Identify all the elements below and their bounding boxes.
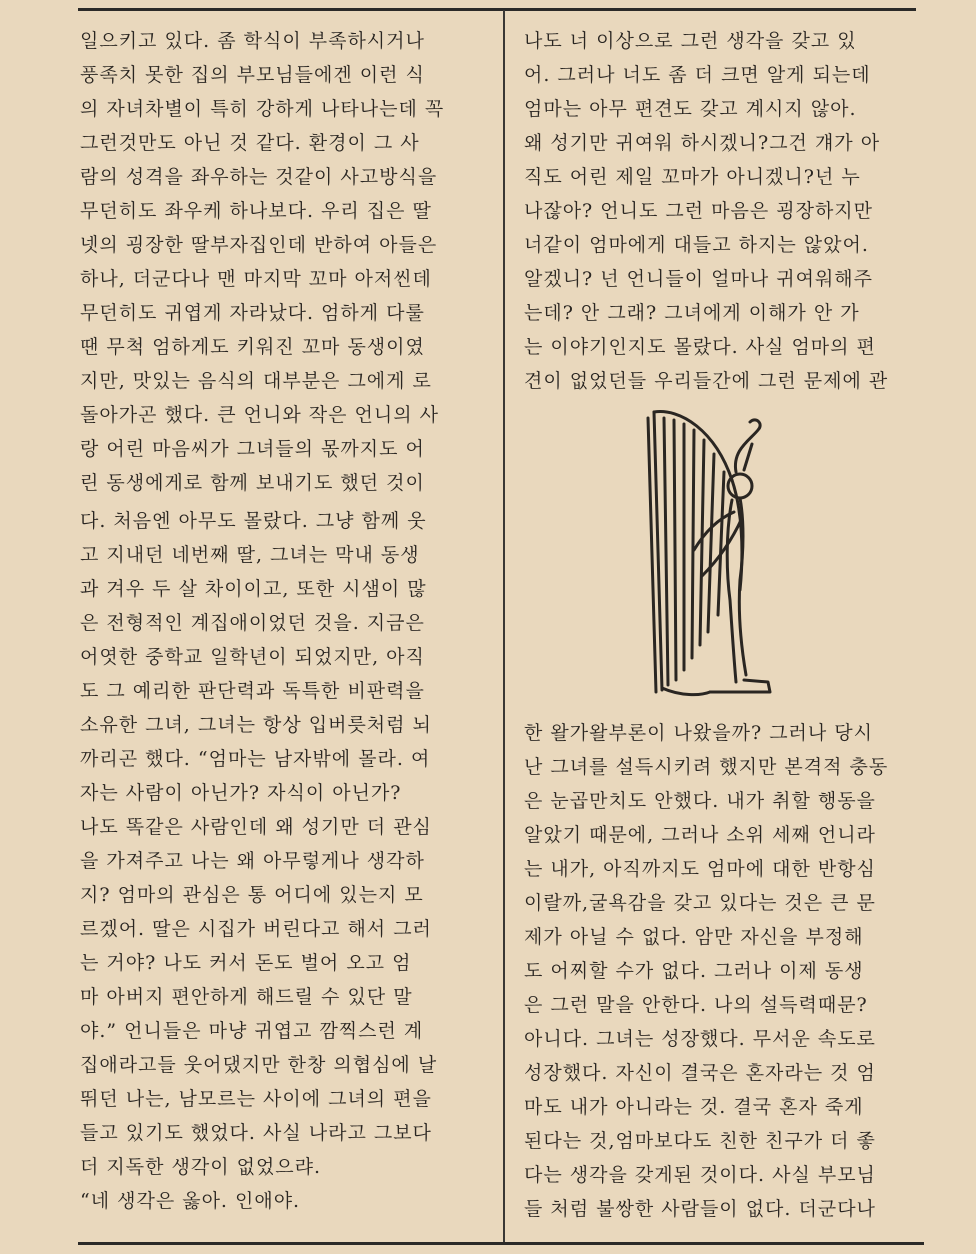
text-line: 더 지독한 생각이 없었으랴. xyxy=(80,1156,322,1178)
text-line: 들 처럼 불쌍한 사람들이 없다. 더군다나 xyxy=(524,1198,876,1220)
text-line: 린 동생에게로 함께 보내기도 했던 것이 xyxy=(80,472,425,494)
text-line: 은 전형적인 계집애이었던 것을. 지금은 xyxy=(80,612,425,634)
text-line: 야.” 언니들은 마냥 귀엽고 깜찍스런 계 xyxy=(80,1020,424,1042)
text-line: 나잖아? 언니도 그런 마음은 굉장하지만 xyxy=(524,200,874,222)
column-divider xyxy=(503,10,505,1244)
text-line: 돌아가곤 했다. 큰 언니와 작은 언니의 사 xyxy=(80,404,439,426)
harpist-illustration xyxy=(640,400,780,705)
text-line: 다는 생각을 갖게된 것이다. 사실 부모님 xyxy=(524,1164,876,1186)
text-line: 뛰던 나는, 남모르는 사이에 그녀의 편을 xyxy=(80,1088,432,1110)
text-line: 집애라고들 웃어댔지만 한창 의협심에 날 xyxy=(80,1054,438,1076)
text-line: 땐 무척 엄하게도 키워진 꼬마 동생이였 xyxy=(80,336,425,358)
text-line: 의 자녀차별이 특히 강하게 나타나는데 꼭 xyxy=(80,98,445,120)
text-line: 엄마는 아무 편견도 갖고 계시지 않아. xyxy=(524,98,857,120)
text-line: 하나, 더군다나 맨 마지막 꼬마 아저씬데 xyxy=(80,268,432,290)
left-text-column xyxy=(80,24,480,1218)
text-line: 까리곤 했다. “엄마는 남자밖에 몰라. 여 xyxy=(80,748,431,770)
right-text-column-bottom xyxy=(524,716,924,1226)
text-line: 고 지내던 네번째 딸, 그녀는 막내 동생 xyxy=(80,544,420,566)
text-line: 그런것만도 아닌 것 같다. 환경이 그 사 xyxy=(80,132,420,154)
text-line: 넷의 굉장한 딸부자집인데 반하여 아들은 xyxy=(80,234,438,256)
text-line: 은 그런 말을 안한다. 나의 설득력때문? xyxy=(524,994,868,1016)
text-line: 알겠니? 넌 언니들이 얼마나 귀여워해주 xyxy=(524,268,874,290)
text-line: 나도 똑같은 사람인데 왜 성기만 더 관심 xyxy=(80,816,432,838)
text-line: “네 생각은 옳아. 인애야. xyxy=(80,1190,301,1212)
text-line: 무던히도 귀엽게 자라났다. 엄하게 다룰 xyxy=(80,302,425,324)
text-line: 랑 어린 마음씨가 그녀들의 몫까지도 어 xyxy=(80,438,425,460)
text-line: 나도 너 이상으로 그런 생각을 갖고 있 xyxy=(524,30,857,52)
harpist-icon xyxy=(640,400,780,705)
text-line: 소유한 그녀, 그녀는 항상 입버릇처럼 뇌 xyxy=(80,714,432,736)
text-line: 은 눈곱만치도 안했다. 내가 취할 행동을 xyxy=(524,790,876,812)
text-line: 무던히도 좌우케 하나보다. 우리 집은 딸 xyxy=(80,200,432,222)
text-line: 지만, 맛있는 음식의 대부분은 그에게 로 xyxy=(80,370,432,392)
text-line: 는 내가, 아직까지도 엄마에 대한 반항심 xyxy=(524,858,876,880)
text-line: 난 그녀를 설득시키려 했지만 본격적 충동 xyxy=(524,756,889,778)
text-line: 도 어찌할 수가 없다. 그러나 이제 동생 xyxy=(524,960,864,982)
text-line: 일으키고 있다. 좀 학식이 부족하시거나 xyxy=(80,30,425,52)
text-line: 직도 어린 제일 꼬마가 아니겠니?넌 누 xyxy=(524,166,861,188)
text-line: 한 왈가왈부론이 나왔을까? 그러나 당시 xyxy=(524,722,874,744)
text-line: 는데? 안 그래? 그녀에게 이해가 안 가 xyxy=(524,302,860,324)
text-line: 들고 있기도 했었다. 사실 나라고 그보다 xyxy=(80,1122,432,1144)
text-line: 성장했다. 자신이 결국은 혼자라는 것 엄 xyxy=(524,1062,876,1084)
text-line: 아니다. 그녀는 성장했다. 무서운 속도로 xyxy=(524,1028,876,1050)
top-rule xyxy=(78,8,916,11)
text-line: 풍족치 못한 집의 부모님들에겐 이런 식 xyxy=(80,64,425,86)
text-line: 된다는 것,엄마보다도 친한 친구가 더 좋 xyxy=(524,1130,876,1152)
text-line: 는 거야? 나도 커서 돈도 벌어 오고 엄 xyxy=(80,952,412,974)
right-text-column-top xyxy=(524,24,924,398)
text-line: 알았기 때문에, 그러나 소위 세째 언니라 xyxy=(524,824,876,846)
text-line: 을 가져주고 나는 왜 아무렇게나 생각하 xyxy=(80,850,425,872)
text-line: 과 겨우 두 살 차이이고, 또한 시샘이 많 xyxy=(80,578,427,600)
text-line: 람의 성격을 좌우하는 것같이 사고방식을 xyxy=(80,166,438,188)
bottom-rule xyxy=(78,1242,924,1245)
text-line: 지? 엄마의 관심은 통 어디에 있는지 모 xyxy=(80,884,424,906)
text-line: 왜 성기만 귀여워 하시겠니?그건 걔가 아 xyxy=(524,132,881,154)
text-line: 제가 아닐 수 없다. 암만 자신을 부정해 xyxy=(524,926,864,948)
text-line: 르겠어. 딸은 시집가 버린다고 해서 그러 xyxy=(80,918,432,940)
text-line: 자는 사람이 아닌가? 자식이 아닌가? xyxy=(80,782,402,804)
text-line: 어엿한 중학교 일학년이 되었지만, 아직 xyxy=(80,646,425,668)
text-line: 다. 처음엔 아무도 몰랐다. 그냥 함께 웃 xyxy=(80,510,427,532)
text-line: 어. 그러나 너도 좀 더 크면 알게 되는데 xyxy=(524,64,871,86)
text-line: 마도 내가 아니라는 것. 결국 혼자 죽게 xyxy=(524,1096,864,1118)
text-line: 너같이 엄마에게 대들고 하지는 않았어. xyxy=(524,234,869,256)
text-line: 도 그 예리한 판단력과 독특한 비판력을 xyxy=(80,680,425,702)
text-line: 이랄까,굴욕감을 갖고 있다는 것은 큰 문 xyxy=(524,892,876,914)
text-line: 견이 없었던들 우리들간에 그런 문제에 관 xyxy=(524,370,889,392)
text-line: 마 아버지 편안하게 해드릴 수 있단 말 xyxy=(80,986,413,1008)
text-line: 는 이야기인지도 몰랐다. 사실 엄마의 편 xyxy=(524,336,876,358)
